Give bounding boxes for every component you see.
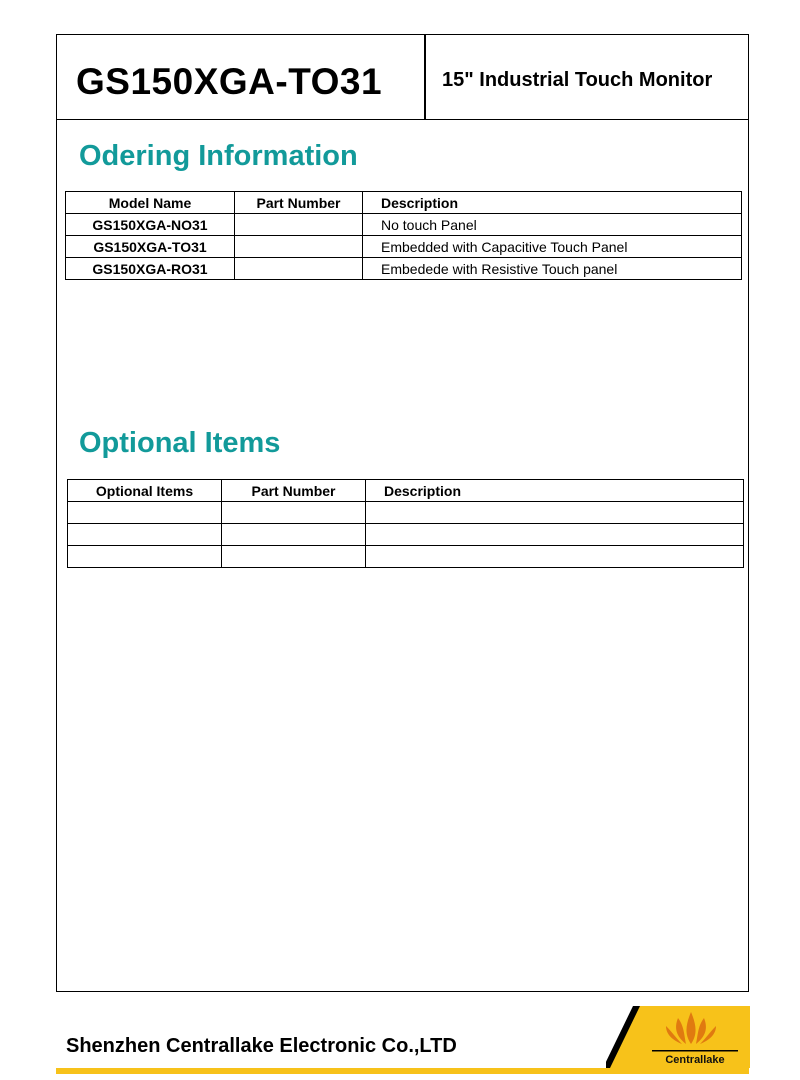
model-title: GS150XGA-TO31 <box>76 61 383 102</box>
logo-text: Centrallake <box>665 1054 725 1066</box>
table-row <box>66 214 742 236</box>
description-cell <box>366 546 744 568</box>
table-header-row <box>68 480 744 502</box>
column-header: Description <box>366 480 744 502</box>
table-row <box>66 236 742 258</box>
column-header: Part Number <box>222 480 366 502</box>
part-cell <box>235 214 363 236</box>
part-cell <box>222 524 366 546</box>
model-cell: GS150XGA-NO31 <box>66 214 235 236</box>
item-cell <box>68 546 222 568</box>
part-cell <box>235 236 363 258</box>
optional-section-title: Optional Items <box>79 427 281 459</box>
table-header-row <box>66 192 742 214</box>
product-subtitle: 15" Industrial Touch Monitor <box>442 69 713 91</box>
table-row <box>66 258 742 280</box>
header <box>57 35 748 120</box>
description-cell: Embedded with Capacitive Touch Panel <box>363 236 742 258</box>
description-cell: Embedede with Resistive Touch panel <box>363 258 742 280</box>
item-cell <box>68 502 222 524</box>
column-header: Description <box>363 192 742 214</box>
footer-accent-bar <box>56 1068 749 1074</box>
column-header: Optional Items <box>68 480 222 502</box>
optional-table <box>67 479 744 568</box>
company-logo <box>606 1006 750 1068</box>
description-cell <box>366 524 744 546</box>
ordering-table <box>65 191 742 280</box>
column-header: Part Number <box>235 192 363 214</box>
model-cell: GS150XGA-TO31 <box>66 236 235 258</box>
ordering-section-title: Odering Information <box>79 140 358 172</box>
part-cell <box>222 546 366 568</box>
logo-rule <box>652 1050 738 1052</box>
description-cell <box>366 502 744 524</box>
header-divider <box>424 35 426 120</box>
description-cell: No touch Panel <box>363 214 742 236</box>
table-row <box>68 524 744 546</box>
part-cell <box>235 258 363 280</box>
table-row <box>68 546 744 568</box>
company-name: Shenzhen Centrallake Electronic Co.,LTD <box>66 1035 457 1057</box>
part-cell <box>222 502 366 524</box>
table-row <box>68 502 744 524</box>
model-cell: GS150XGA-RO31 <box>66 258 235 280</box>
column-header: Model Name <box>66 192 235 214</box>
item-cell <box>68 524 222 546</box>
